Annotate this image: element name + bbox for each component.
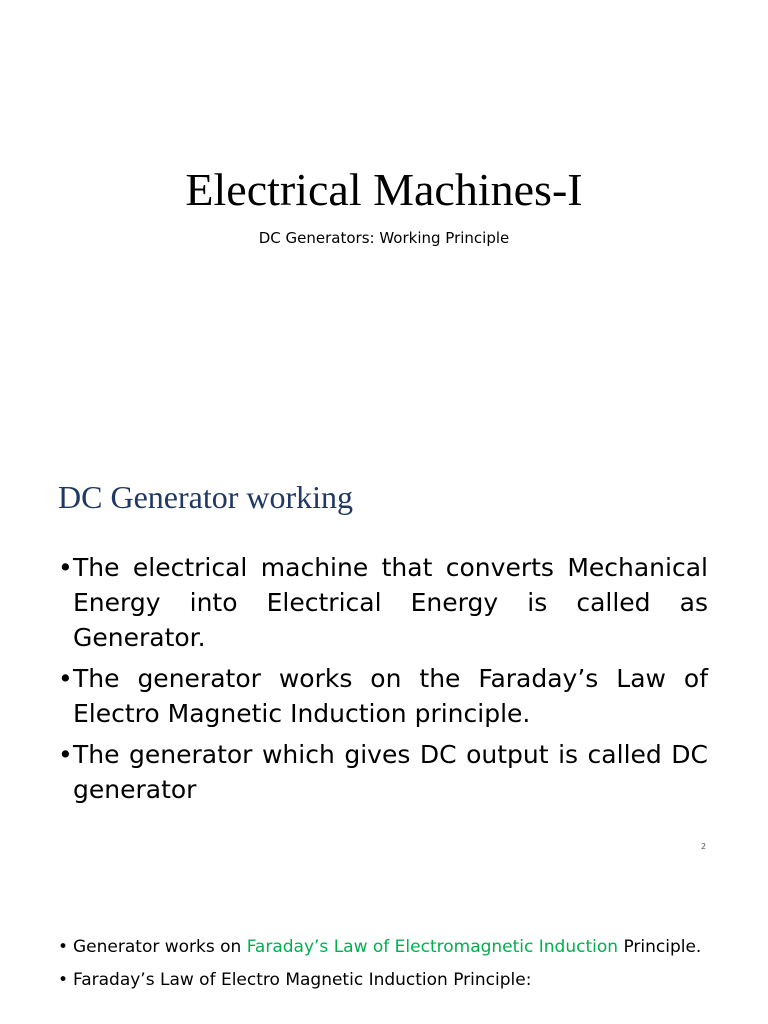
slide-heading: DC Generator working xyxy=(58,479,354,515)
bullet-item xyxy=(58,935,708,959)
bullet-item xyxy=(58,661,708,731)
slide-3 xyxy=(0,864,768,1024)
slide-subtitle: DC Generators: Working Principle xyxy=(258,229,510,247)
highlighted-law-text: Faraday’s Law of Electromagnetic Induction xyxy=(246,937,619,957)
bullet-list xyxy=(58,550,708,813)
slide-title: Electrical Machines-I xyxy=(185,164,583,215)
bullet-item xyxy=(58,550,708,655)
slide-1 xyxy=(0,0,768,432)
page-number: 2 xyxy=(701,842,707,851)
bullet-item xyxy=(58,737,708,807)
bullet-icon: • xyxy=(58,740,73,769)
bullet-icon: • xyxy=(58,970,69,990)
bullet-text: The generator works on the Faraday’s Law of Electro Magnetic Induction principle. xyxy=(73,664,708,728)
slide-2 xyxy=(0,432,768,864)
bullet-text: Faraday’s Law of Electro Magnetic Induction Principle: xyxy=(73,970,532,990)
bullet-icon: • xyxy=(58,664,73,693)
bullet-text-prefix: Generator works on xyxy=(73,937,247,957)
bullet-icon: • xyxy=(58,553,73,582)
bullet-text: The generator which gives DC output is called DC generator xyxy=(73,740,708,804)
bullet-text: The electrical machine that converts Mechanical Energy into Electrical Energy is called as Generator. xyxy=(73,553,708,652)
bullet-list xyxy=(58,935,708,1001)
bullet-text-suffix: Principle. xyxy=(618,937,702,957)
bullet-icon: • xyxy=(58,937,69,957)
bullet-item xyxy=(58,968,708,992)
